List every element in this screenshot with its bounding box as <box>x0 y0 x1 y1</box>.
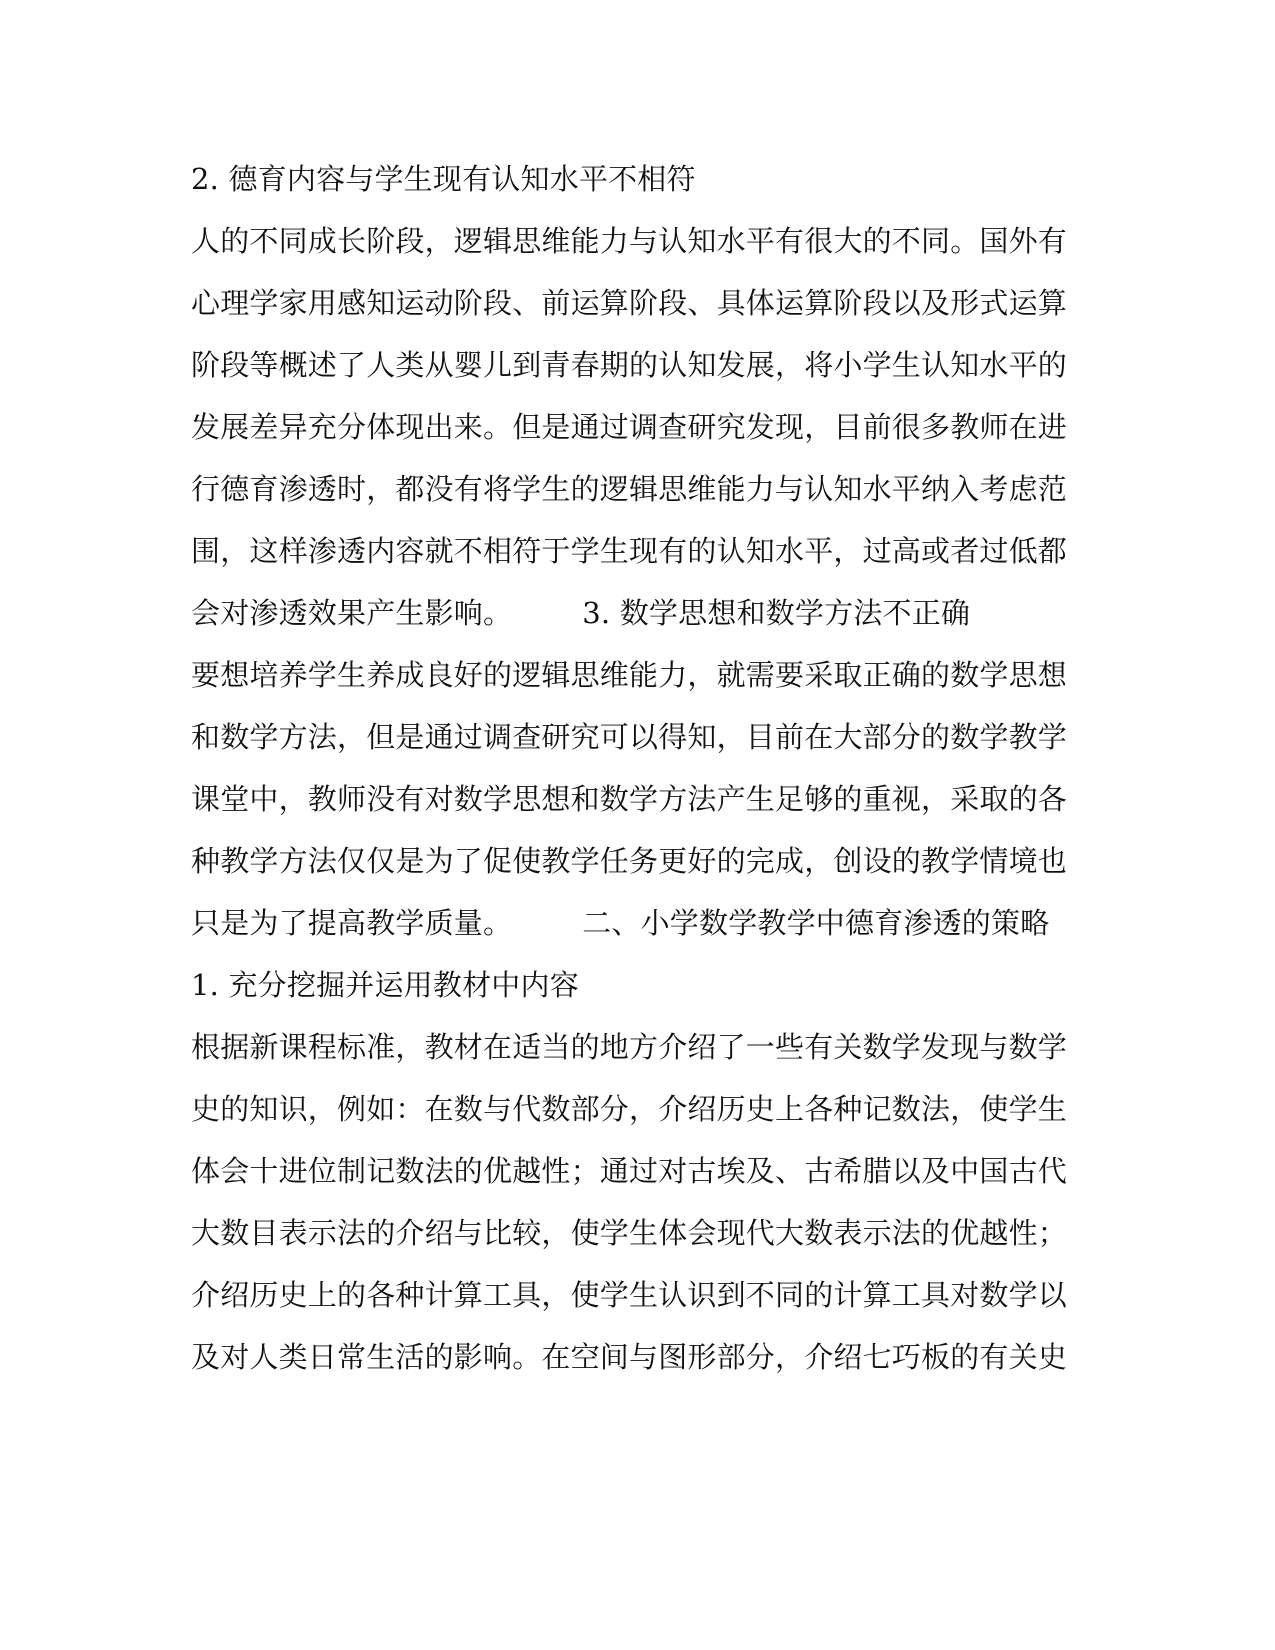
paragraph-line: 行德育渗透时，都没有将学生的逻辑思维能力与认知水平纳入考虑范 <box>191 472 1068 506</box>
section-heading: 2. 德育内容与学生现有认知水平不相符 <box>191 162 696 196</box>
paragraph-end: 会对渗透效果产生影响。 <box>191 596 513 630</box>
paragraph-line: 体会十进位制记数法的优越性；通过对古埃及、古希腊以及中国古代 <box>191 1154 1068 1188</box>
paragraph-line: 阶段等概述了人类从婴儿到青春期的认知发展，将小学生认知水平的 <box>191 348 1068 382</box>
paragraph-line: 史的知识，例如：在数与代数部分，介绍历史上各种记数法，使学生 <box>191 1092 1068 1126</box>
paragraph-line: 要想培养学生养成良好的逻辑思维能力，就需要采取正确的数学思想 <box>191 658 1068 692</box>
paragraph-line: 和数学方法，但是通过调查研究可以得知，目前在大部分的数学教学 <box>191 720 1068 754</box>
paragraph-line-with-heading <box>191 903 1071 943</box>
paragraph-line: 心理学家用感知运动阶段、前运算阶段、具体运算阶段以及形式运算 <box>191 286 1068 320</box>
paragraph-end: 只是为了提高教学质量。 <box>191 906 513 940</box>
paragraph-line: 发展差异充分体现出来。但是通过调查研究发现，目前很多教师在进 <box>191 410 1068 444</box>
paragraph-line: 人的不同成长阶段，逻辑思维能力与认知水平有很大的不同。国外有 <box>191 224 1068 258</box>
paragraph-line-with-heading <box>191 593 1071 633</box>
paragraph-line: 大数目表示法的介绍与比较，使学生体会现代大数表示法的优越性； <box>191 1216 1068 1250</box>
section-heading: 1. 充分挖掘并运用教材中内容 <box>191 968 579 1002</box>
section-heading: 3. 数学思想和数学方法不正确 <box>582 596 971 630</box>
paragraph-line: 及对人类日常生活的影响。在空间与图形部分，介绍七巧板的有关史 <box>191 1340 1068 1374</box>
section-heading: 二、小学数学教学中德育渗透的策略 <box>582 906 1050 940</box>
paragraph-line: 介绍历史上的各种计算工具，使学生认识到不同的计算工具对数学以 <box>191 1278 1068 1312</box>
paragraph-line: 种教学方法仅仅是为了促使教学任务更好的完成，创设的教学情境也 <box>191 844 1068 878</box>
paragraph-line: 根据新课程标准，教材在适当的地方介绍了一些有关数学发现与数学 <box>191 1030 1068 1064</box>
paragraph-line: 课堂中，教师没有对数学思想和数学方法产生足够的重视，采取的各 <box>191 782 1068 816</box>
paragraph-line: 围，这样渗透内容就不相符于学生现有的认知水平，过高或者过低都 <box>191 534 1068 568</box>
